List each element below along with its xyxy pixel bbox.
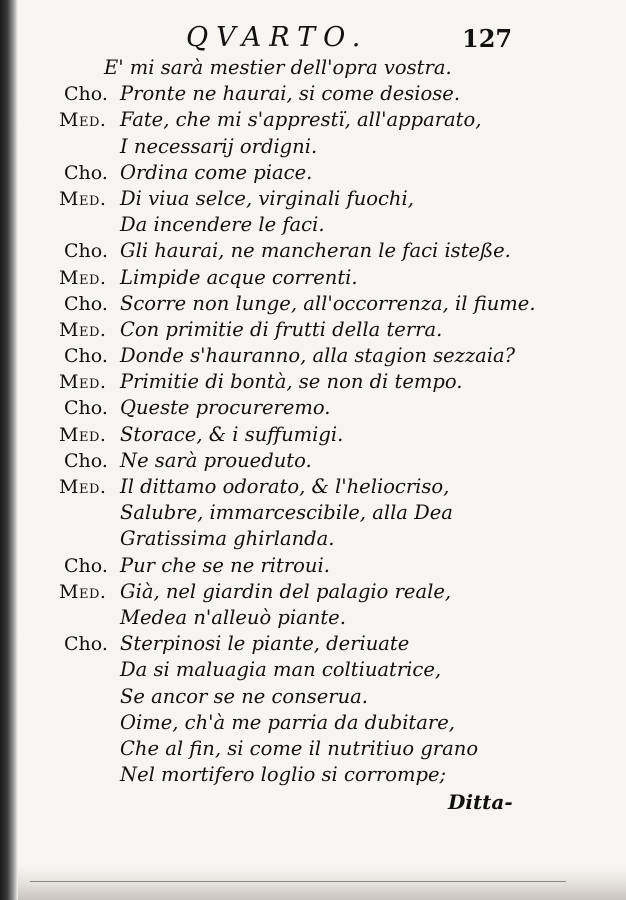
speaker-label: Med. xyxy=(59,423,107,446)
verse-text: Già, nel giardin del palagio reale, xyxy=(120,579,452,603)
running-head xyxy=(0,22,626,58)
verse-text: Ordina come piace. xyxy=(120,160,313,184)
verse-line xyxy=(62,500,602,526)
verse-text: Se ancor se ne conserua. xyxy=(120,684,368,708)
verse-text: Pur che se ne ritroui. xyxy=(120,553,330,577)
speaker-label: Med. xyxy=(59,580,107,603)
verse-line xyxy=(62,657,602,683)
verse-line xyxy=(59,107,602,133)
verse-text: Oime, ch'à me parria da dubitare, xyxy=(120,710,455,734)
speaker-label: Cho. xyxy=(64,240,108,263)
verse-line xyxy=(59,265,602,291)
verse-text: Che al fin, si come il nutritiuo grano xyxy=(120,736,479,760)
catchword: Ditta- xyxy=(448,790,513,814)
verse-line xyxy=(62,762,602,788)
speaker-label: Med. xyxy=(59,187,107,210)
verse-line xyxy=(62,134,602,160)
verse-line xyxy=(62,395,602,421)
verse-text: Fate, che mi s'apprestï, all'apparato, xyxy=(120,108,482,132)
verse-line xyxy=(59,317,602,343)
verse-line xyxy=(62,526,602,552)
verse-text: Ne sarà proueduto. xyxy=(120,448,312,472)
verse-line xyxy=(62,81,602,107)
verse-line xyxy=(62,212,602,238)
speaker-label: Cho. xyxy=(64,292,108,315)
speaker-label: Med. xyxy=(59,266,107,289)
verse-text: Medea n'alleuò piante. xyxy=(120,605,346,629)
running-head-title: QVARTO. xyxy=(186,22,369,53)
verse-text: Da incendere le faci. xyxy=(120,213,325,237)
verse-line xyxy=(62,631,602,657)
verse-text: Pronte ne haurai, si come desiose. xyxy=(120,82,461,106)
speaker-label: Cho. xyxy=(64,345,108,368)
verse-text: Queste procureremo. xyxy=(120,396,331,420)
verse-line xyxy=(59,369,602,395)
verse-text: Salubre, immarcescibile, alla Dea xyxy=(120,501,453,525)
verse-line xyxy=(62,448,602,474)
verse-line xyxy=(62,605,602,631)
verse-text: E' mi sarà mestier dell'opra vostra. xyxy=(104,56,452,79)
verse-line xyxy=(59,579,602,605)
verse-line xyxy=(62,160,602,186)
verse-text: Di viua selce, virginali fuochi, xyxy=(120,186,414,210)
verse-lines xyxy=(59,55,602,788)
speaker-label: Cho. xyxy=(64,554,108,577)
page-gutter-shadow xyxy=(0,0,18,900)
verse-text: Scorre non lunge, all'occorrenza, il fiume. xyxy=(120,291,536,315)
verse-text: Storace, & i suffumigi. xyxy=(120,422,344,446)
speaker-label: Cho. xyxy=(64,161,108,184)
verse-text: Donde s'hauranno, alla stagion sezzaia? xyxy=(120,344,516,368)
page-bottom-edge xyxy=(18,866,626,900)
verse-text: Sterpinosi le piante, deriuate xyxy=(120,632,410,656)
verse-text: Con primitie di frutti della terra. xyxy=(120,317,443,341)
bottom-rule xyxy=(30,881,566,882)
page-number: 127 xyxy=(462,24,513,53)
verse-line xyxy=(62,710,602,736)
speaker-label: Med. xyxy=(59,109,107,132)
verse-line xyxy=(59,422,602,448)
verse-text: Nel mortifero loglio si corrompe; xyxy=(120,763,447,787)
verse-text: Da si maluagia man coltiuatrice, xyxy=(120,658,442,682)
verse-text: Gli haurai, ne mancheran le faci isteße. xyxy=(120,239,511,263)
verse-line xyxy=(62,291,602,317)
verse-text: Primitie di bontà, se non di tempo. xyxy=(120,370,463,394)
verse-line xyxy=(62,55,602,81)
verse-text: I necessarij ordigni. xyxy=(120,134,318,158)
speaker-label: Cho. xyxy=(64,397,108,420)
verse-text: Gratissima ghirlanda. xyxy=(120,527,335,551)
verse-line xyxy=(62,238,602,264)
speaker-label: Cho. xyxy=(64,633,108,656)
verse-text: Il dittamo odorato, & l'heliocriso, xyxy=(120,475,450,498)
verse-line xyxy=(59,474,602,500)
speaker-label: Med. xyxy=(59,371,107,394)
verse-text: Limpide acque correnti. xyxy=(120,265,358,289)
verse-line xyxy=(62,736,602,762)
speaker-label: Med. xyxy=(59,318,107,341)
verse-line xyxy=(62,553,602,579)
verse-line xyxy=(62,684,602,710)
speaker-label: Cho. xyxy=(64,83,108,106)
verse-line xyxy=(59,186,602,212)
speaker-label: Cho. xyxy=(64,449,108,472)
verse-line xyxy=(62,343,602,369)
speaker-label: Med. xyxy=(59,476,107,498)
